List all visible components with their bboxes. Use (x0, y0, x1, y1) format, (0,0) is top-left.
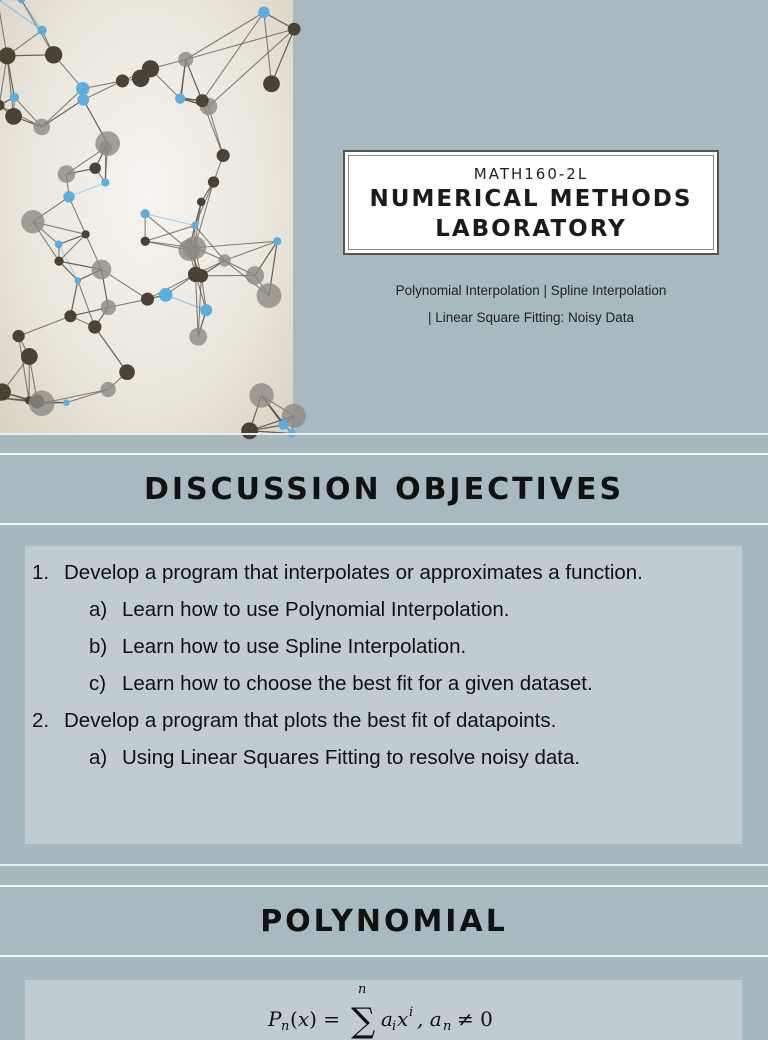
course-code: MATH160-2L (345, 165, 717, 183)
network-node (196, 94, 209, 107)
network-node (140, 209, 149, 218)
network-node (263, 75, 280, 92)
slide-heading: POLYNOMIAL (260, 904, 508, 939)
network-node (101, 382, 116, 397)
network-node (249, 383, 273, 407)
formula-lhs-arg: (x) = (290, 1007, 340, 1031)
network-node (273, 237, 281, 245)
network-node (132, 70, 149, 87)
formula-term: a (381, 1007, 393, 1031)
network-node (54, 257, 63, 266)
objectives-list (25, 546, 742, 776)
network-node (99, 141, 112, 154)
formula-condition: , a (417, 1007, 442, 1031)
sub-objective-text: Using Linear Squares Fitting to resolve noisy data. (122, 739, 580, 776)
objective-text: Develop a program that plots the best fit of datapoints. (64, 702, 556, 739)
network-node (77, 94, 89, 106)
sub-objective-item (32, 665, 742, 702)
network-node (217, 149, 230, 162)
network-node (116, 74, 129, 87)
network-node (197, 198, 206, 207)
network-node (258, 7, 270, 19)
network-graph-image (0, 0, 293, 433)
network-node (89, 162, 101, 174)
network-node (189, 328, 207, 346)
objective-number: 1. (32, 554, 64, 591)
formula-condition-sub: n (443, 1019, 451, 1034)
formula-condition-rhs: ≠ 0 (457, 1007, 493, 1031)
network-node (58, 165, 76, 183)
network-node (278, 420, 288, 430)
network-node (37, 26, 46, 35)
network-node (188, 267, 203, 282)
network-node (21, 210, 44, 233)
network-node (63, 191, 74, 202)
network-node (29, 390, 55, 416)
network-node (63, 399, 70, 406)
sum-symbol: ∑ (351, 1001, 375, 1040)
sub-objective-letter: c) (89, 665, 122, 702)
network-node (12, 330, 24, 342)
network-node (82, 230, 90, 238)
objective-number: 2. (32, 702, 64, 739)
objective-text: Develop a program that interpolates or approximates a function. (64, 554, 643, 591)
sub-objective-letter: b) (89, 628, 122, 665)
network-node (55, 240, 63, 248)
network-node (159, 288, 173, 302)
formula-term-sub: i (392, 1019, 396, 1034)
network-node (76, 82, 89, 95)
network-node (5, 108, 22, 125)
network-node (101, 300, 116, 315)
sub-objective-text: Learn how to use Spline Interpolation. (122, 628, 466, 665)
sub-objective-letter: a) (89, 739, 122, 776)
title-box (343, 150, 719, 255)
network-node (208, 176, 219, 187)
polynomial-header (0, 885, 768, 957)
subtitle-line2: | Linear Square Fitting: Noisy Data (343, 304, 719, 331)
discussion-objectives-header (0, 453, 768, 525)
formula-lhs-sub: n (281, 1019, 289, 1034)
network-node (45, 46, 62, 63)
network-node (0, 47, 16, 64)
slide-separator (0, 433, 768, 435)
formula-lhs: P (267, 1007, 282, 1031)
slide-heading: DISCUSSION OBJECTIVES (144, 472, 624, 507)
subtitle (343, 277, 719, 331)
sub-objective-letter: a) (89, 591, 122, 628)
objective-item (32, 554, 742, 591)
slide-separator (0, 864, 768, 866)
network-node (75, 277, 82, 284)
sub-objective-item (32, 739, 742, 776)
network-node (10, 93, 19, 102)
sub-objective-item (32, 591, 742, 628)
network-node (246, 266, 264, 284)
network-node (200, 304, 212, 316)
course-title-line1: NUMERICAL METHODS (345, 185, 717, 213)
sub-objective-text: Learn how to choose the best fit for a given dataset. (122, 665, 593, 702)
sub-objective-text: Learn how to use Polynomial Interpolation. (122, 591, 509, 628)
objectives-panel (25, 546, 742, 844)
network-node (33, 119, 50, 136)
polynomial-formula (25, 980, 742, 1040)
network-node (88, 320, 101, 333)
network-node (218, 254, 230, 266)
network-node (64, 310, 76, 322)
course-title-line2: LABORATORY (345, 215, 717, 243)
network-node (141, 237, 150, 246)
formula-term-x: x (397, 1007, 408, 1031)
network-node (257, 283, 282, 308)
network-node (92, 260, 112, 280)
network-node (178, 52, 193, 67)
subtitle-line1: Polynomial Interpolation | Spline Interpolation (343, 277, 719, 304)
network-node (21, 348, 38, 365)
formula-term-sup: i (409, 1005, 413, 1020)
sub-objective-item (32, 628, 742, 665)
network-node (183, 236, 206, 259)
network-node (288, 23, 301, 36)
network-node (0, 383, 11, 400)
network-node (101, 178, 109, 186)
formula-sum-upper: n (358, 982, 366, 997)
title-slide (0, 0, 768, 433)
network-node (141, 293, 154, 306)
formula-svg (25, 980, 742, 1040)
network-node (191, 222, 198, 229)
objective-item (32, 702, 742, 739)
network-node (119, 364, 135, 380)
network-node (178, 95, 184, 101)
network-node (241, 422, 258, 439)
